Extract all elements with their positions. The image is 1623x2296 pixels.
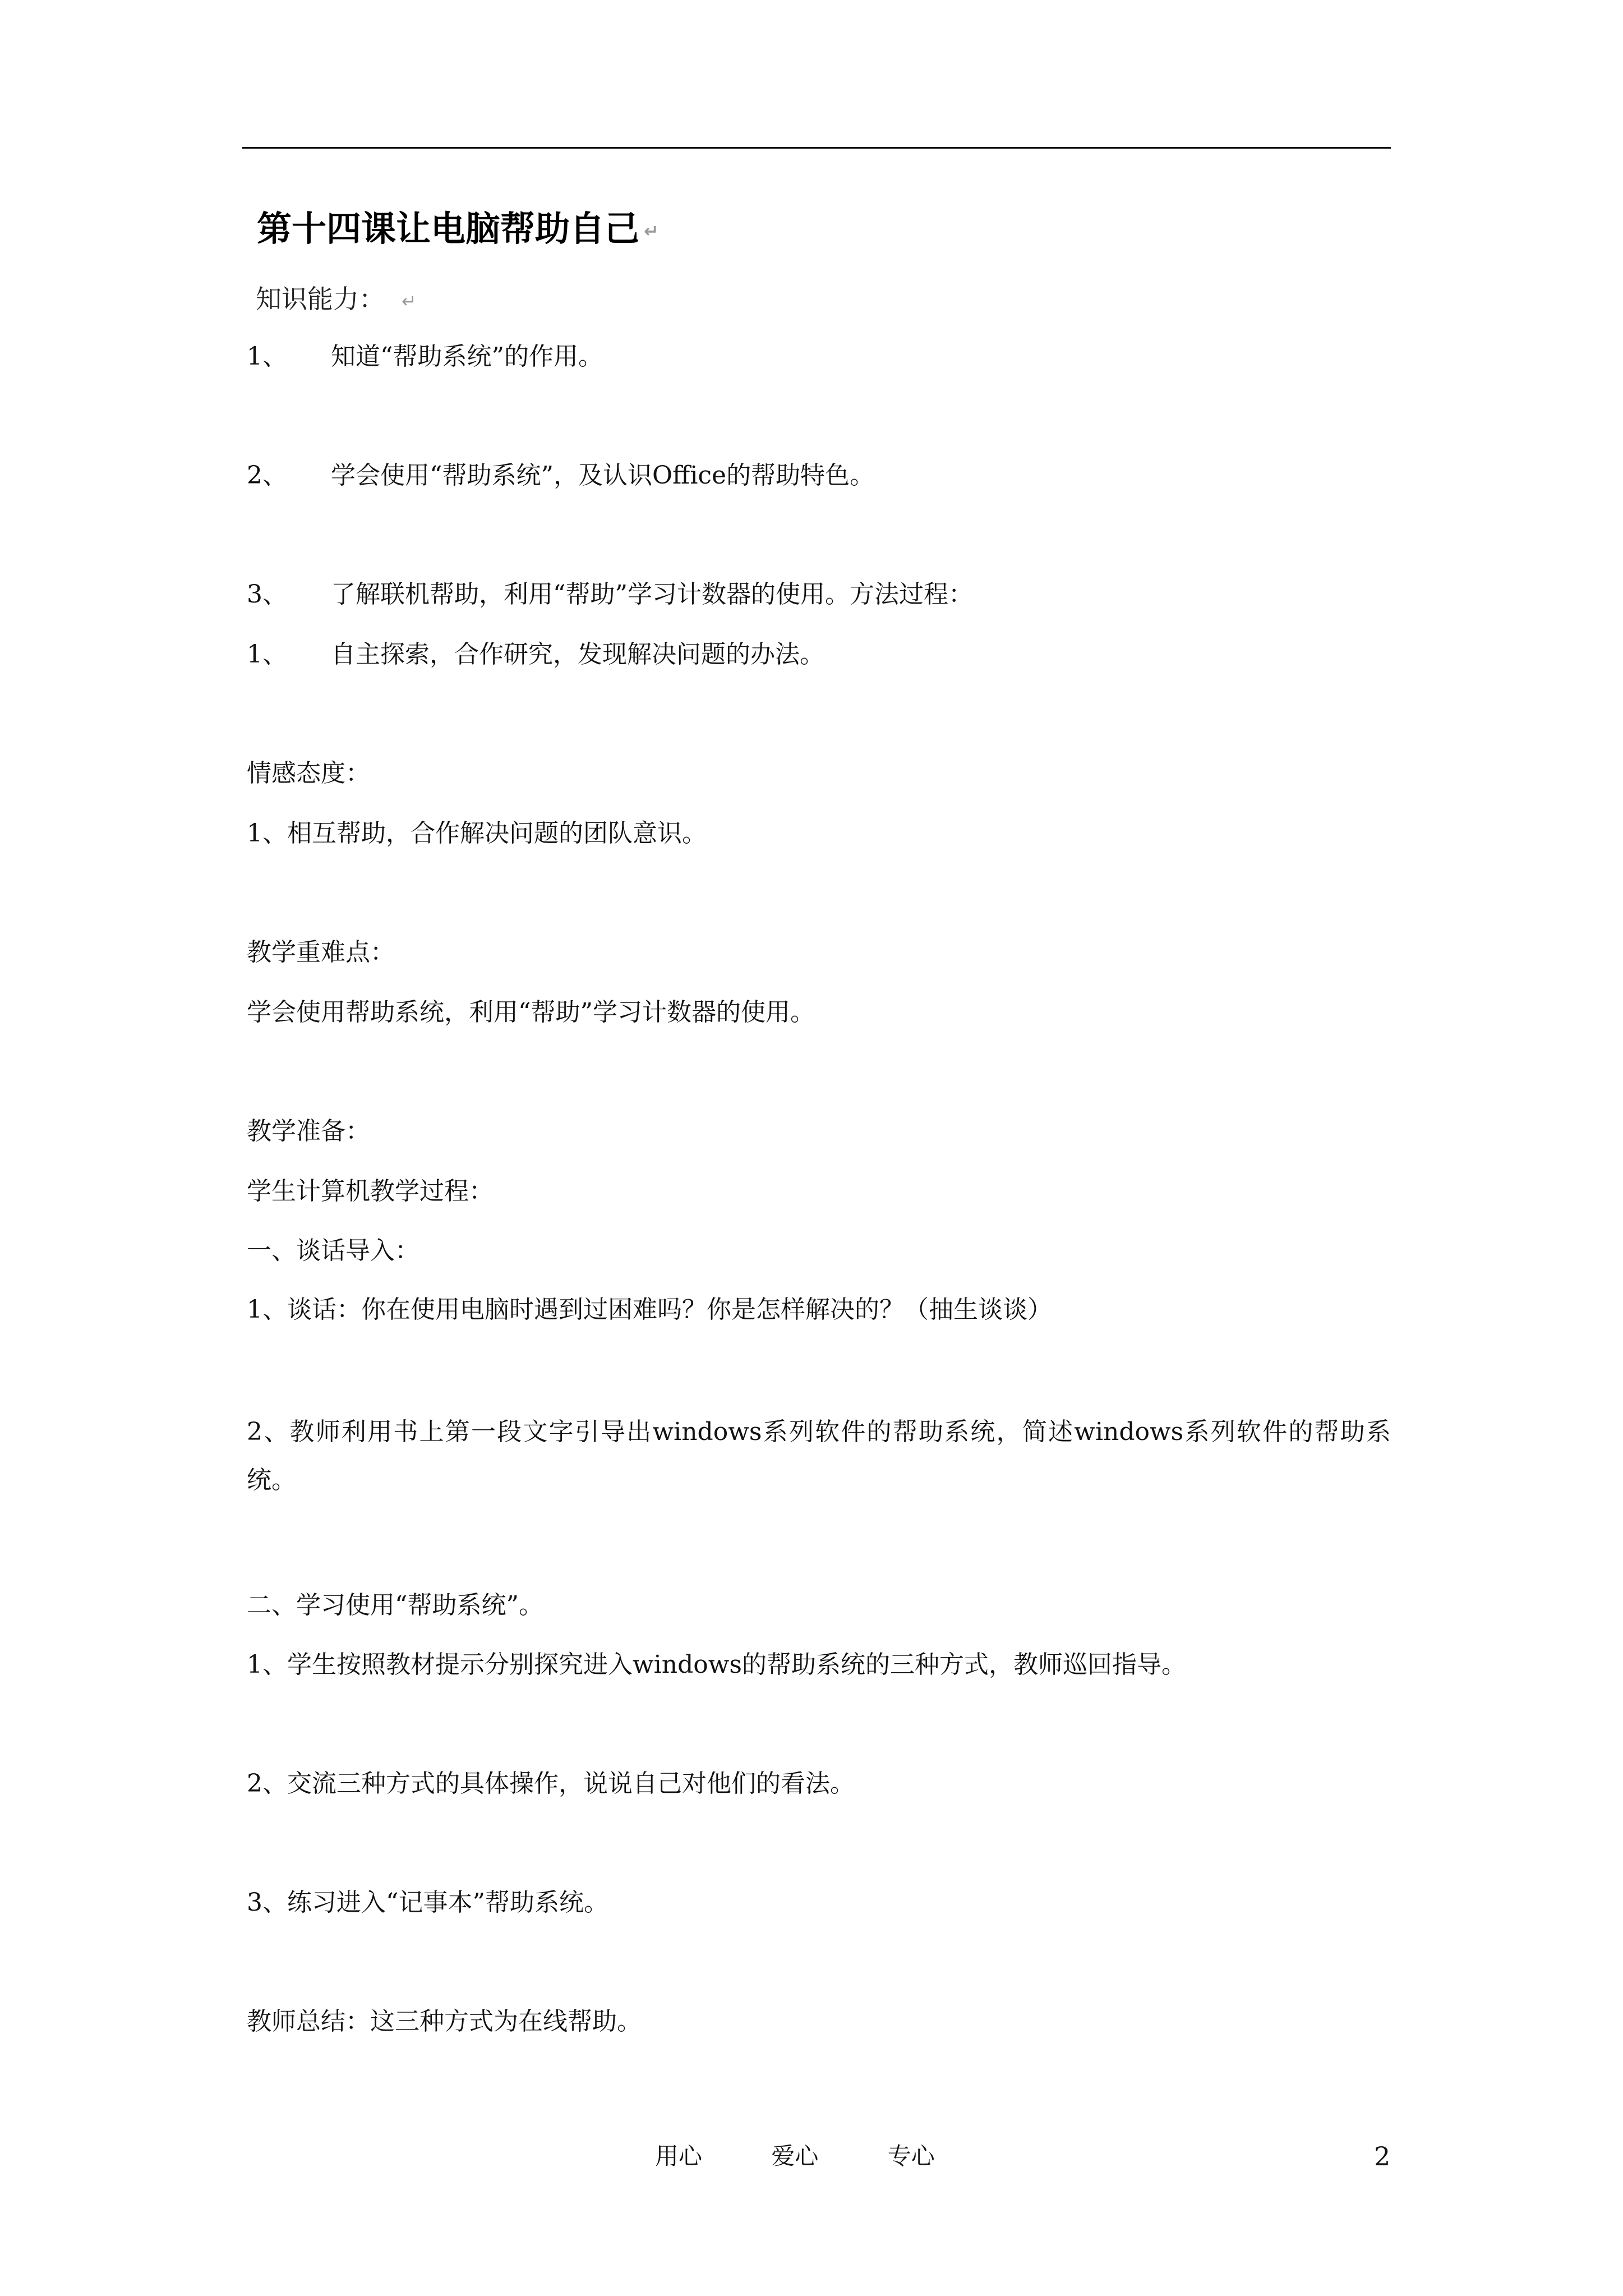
item-text: 了解联机帮助，利用“帮助”学习计数器的使用。方法过程： — [331, 580, 973, 609]
paragraph-mark-icon: ↵ — [402, 290, 417, 312]
step-one-item: 2、教师利用书上第一段文字引导出windows系列软件的帮助系统，简述windows系列软件的帮助系统。 — [247, 1418, 1391, 1494]
lesson-title — [257, 206, 659, 254]
footer-mottos — [655, 2141, 935, 2172]
knowledge-item — [247, 459, 874, 493]
item-number: 2、 — [247, 461, 287, 490]
preparation-heading: 教学准备： — [247, 1117, 370, 1145]
step-two-item: 1、学生按照教材提示分别探究进入windows的帮助系统的三种方式，教师巡回指导。 — [247, 1650, 1186, 1679]
item-number: 1、 — [247, 640, 287, 669]
step-two-item: 2、交流三种方式的具体操作，说说自己对他们的看法。 — [247, 1769, 855, 1798]
item-text: 知道“帮助系统”的作用。 — [331, 342, 603, 371]
emotion-heading: 情感态度： — [247, 759, 370, 788]
knowledge-item — [247, 578, 973, 611]
item-number: 1、 — [247, 342, 287, 371]
paragraph-mark-icon: ↵ — [644, 220, 659, 242]
teacher-summary: 教师总结：这三种方式为在线帮助。 — [247, 2007, 642, 2036]
method-item — [247, 638, 824, 671]
page-number: 2 — [1374, 2141, 1391, 2171]
preparation-item: 学生计算机教学过程： — [247, 1177, 494, 1205]
item-text: 自主探索，合作研究，发现解决问题的办法。 — [331, 640, 824, 669]
key-points-item: 学会使用帮助系统，利用“帮助”学习计数器的使用。 — [247, 998, 815, 1027]
step-two-heading: 二、学习使用“帮助系统”。 — [247, 1591, 543, 1619]
knowledge-heading — [256, 282, 417, 318]
footer-motto: 用心 — [655, 2142, 703, 2170]
item-number: 3、 — [247, 580, 287, 609]
step-one-heading: 一、谈话导入： — [247, 1236, 419, 1265]
item-text: 学会使用“帮助系统”，及认识Office的帮助特色。 — [331, 461, 875, 490]
knowledge-item — [247, 340, 603, 374]
lesson-title-text: 第十四课让电脑帮助自己 — [257, 208, 640, 249]
knowledge-heading-text: 知识能力： — [256, 284, 385, 314]
key-points-heading: 教学重难点： — [247, 938, 395, 967]
step-two-item: 3、练习进入“记事本”帮助系统。 — [247, 1888, 608, 1917]
emotion-item: 1、相互帮助，合作解决问题的团队意识。 — [247, 819, 707, 848]
header-rule — [242, 147, 1391, 149]
footer-motto: 爱心 — [771, 2142, 819, 2170]
footer-motto: 专心 — [887, 2142, 935, 2170]
step-one-item: 1、谈话：你在使用电脑时遇到过困难吗？你是怎样解决的？（抽生谈谈） — [247, 1295, 1052, 1324]
